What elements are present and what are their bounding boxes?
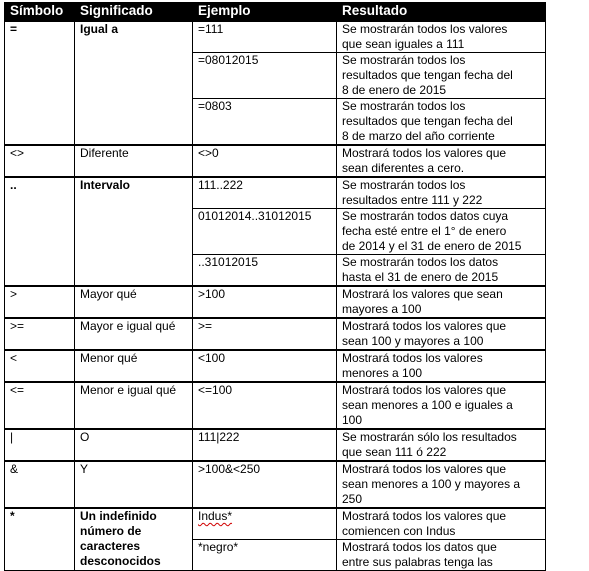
meaning-cell: Igual a (75, 21, 193, 145)
example-cell (193, 255, 337, 287)
table-row (5, 145, 546, 177)
result-cell: Mostrará todos los datos que entre sus palabras tenga las (337, 540, 546, 571)
header-example: Ejemplo (193, 3, 337, 22)
symbol-cell: <= (5, 382, 75, 429)
example-text: <>0 (198, 146, 219, 160)
result-cell: Mostrará los valores que sean mayores a 100 (337, 286, 546, 318)
example-cell (193, 350, 337, 382)
meaning-cell: Un indefinido número de caracteres desconocidos (75, 508, 193, 571)
example-text: >100 (198, 287, 226, 301)
example-text: 111..222 (198, 178, 243, 192)
example-text: *negro* (198, 540, 239, 554)
meaning-cell: Y (75, 461, 193, 508)
example-cell (193, 318, 337, 350)
symbol-cell: = (5, 21, 75, 145)
example-cell (193, 429, 337, 461)
table-header-row (5, 3, 546, 22)
example-text: Indus* (198, 509, 233, 523)
example-cell (193, 145, 337, 177)
table-row (5, 286, 546, 318)
example-text: <=100 (198, 383, 233, 397)
symbol-cell: & (5, 461, 75, 508)
table-row (5, 21, 546, 53)
table-row (5, 382, 546, 429)
header-symbol: Símbolo (5, 3, 75, 22)
operators-table-container (4, 2, 546, 571)
header-meaning: Significado (75, 3, 193, 22)
filter-operators-table (4, 2, 546, 571)
symbol-cell: < (5, 350, 75, 382)
table-row (5, 461, 546, 508)
result-cell: Mostrará todos los valores que sean menores a 100 y mayores a 250 (337, 461, 546, 508)
example-text: =08012015 (198, 53, 259, 67)
result-cell: Se mostrarán todos los datos hasta el 31 de enero de 2015 (337, 255, 546, 287)
meaning-cell: Mayor qué (75, 286, 193, 318)
example-cell (193, 53, 337, 99)
header-result: Resultado (337, 3, 546, 22)
symbol-cell: .. (5, 177, 75, 286)
example-text: ..31012015 (198, 255, 259, 269)
table-row (5, 318, 546, 350)
example-cell (193, 209, 337, 255)
example-cell (193, 286, 337, 318)
example-cell (193, 461, 337, 508)
symbol-cell: >= (5, 318, 75, 350)
meaning-cell: Mayor e igual qué (75, 318, 193, 350)
result-cell: Mostrará todos los valores menores a 100 (337, 350, 546, 382)
meaning-cell: Menor qué (75, 350, 193, 382)
example-text: <100 (198, 351, 226, 365)
example-text: =0803 (198, 99, 232, 113)
meaning-cell: Diferente (75, 145, 193, 177)
meaning-cell: O (75, 429, 193, 461)
result-cell: Mostrará todos los valores que sean menores a 100 e iguales a 100 (337, 382, 546, 429)
example-cell (193, 508, 337, 540)
result-cell: Se mostrarán todos los resultados que tengan fecha del 8 de enero de 2015 (337, 53, 546, 99)
table-row (5, 429, 546, 461)
table-row (5, 508, 546, 540)
example-text: =111 (198, 22, 224, 36)
example-text: 01012014..31012015 (198, 209, 312, 223)
result-cell: Mostrará todos los valores que sean diferentes a cero. (337, 145, 546, 177)
example-text: >100&<250 (198, 462, 261, 476)
result-cell: Se mostrarán todos los resultados entre 111 y 222 (337, 177, 546, 209)
table-row (5, 177, 546, 209)
example-cell (193, 540, 337, 571)
meaning-cell: Menor e igual qué (75, 382, 193, 429)
example-text: >= (198, 319, 213, 333)
example-cell (193, 177, 337, 209)
symbol-cell: <> (5, 145, 75, 177)
result-cell: Mostrará todos los valores que sean 100 y mayores a 100 (337, 318, 546, 350)
example-cell (193, 382, 337, 429)
result-cell: Mostrará todos los valores que comiencen con Indus (337, 508, 546, 540)
symbol-cell: > (5, 286, 75, 318)
symbol-cell: | (5, 429, 75, 461)
result-cell: Se mostrarán sólo los resultados que sean 111 ó 222 (337, 429, 546, 461)
result-cell: Se mostrarán todos los resultados que tengan fecha del 8 de marzo del año corriente (337, 99, 546, 146)
table-row (5, 350, 546, 382)
result-cell: Se mostrarán todos los valores que sean iguales a 111 (337, 21, 546, 53)
example-cell (193, 21, 337, 53)
table-body (5, 21, 546, 571)
example-cell (193, 99, 337, 146)
result-cell: Se mostrarán todos datos cuya fecha esté entre el 1° de enero de 2014 y el 31 de enero de 2015 (337, 209, 546, 255)
symbol-cell: * (5, 508, 75, 571)
meaning-cell: Intervalo (75, 177, 193, 286)
example-text: 111|222 (198, 430, 240, 444)
